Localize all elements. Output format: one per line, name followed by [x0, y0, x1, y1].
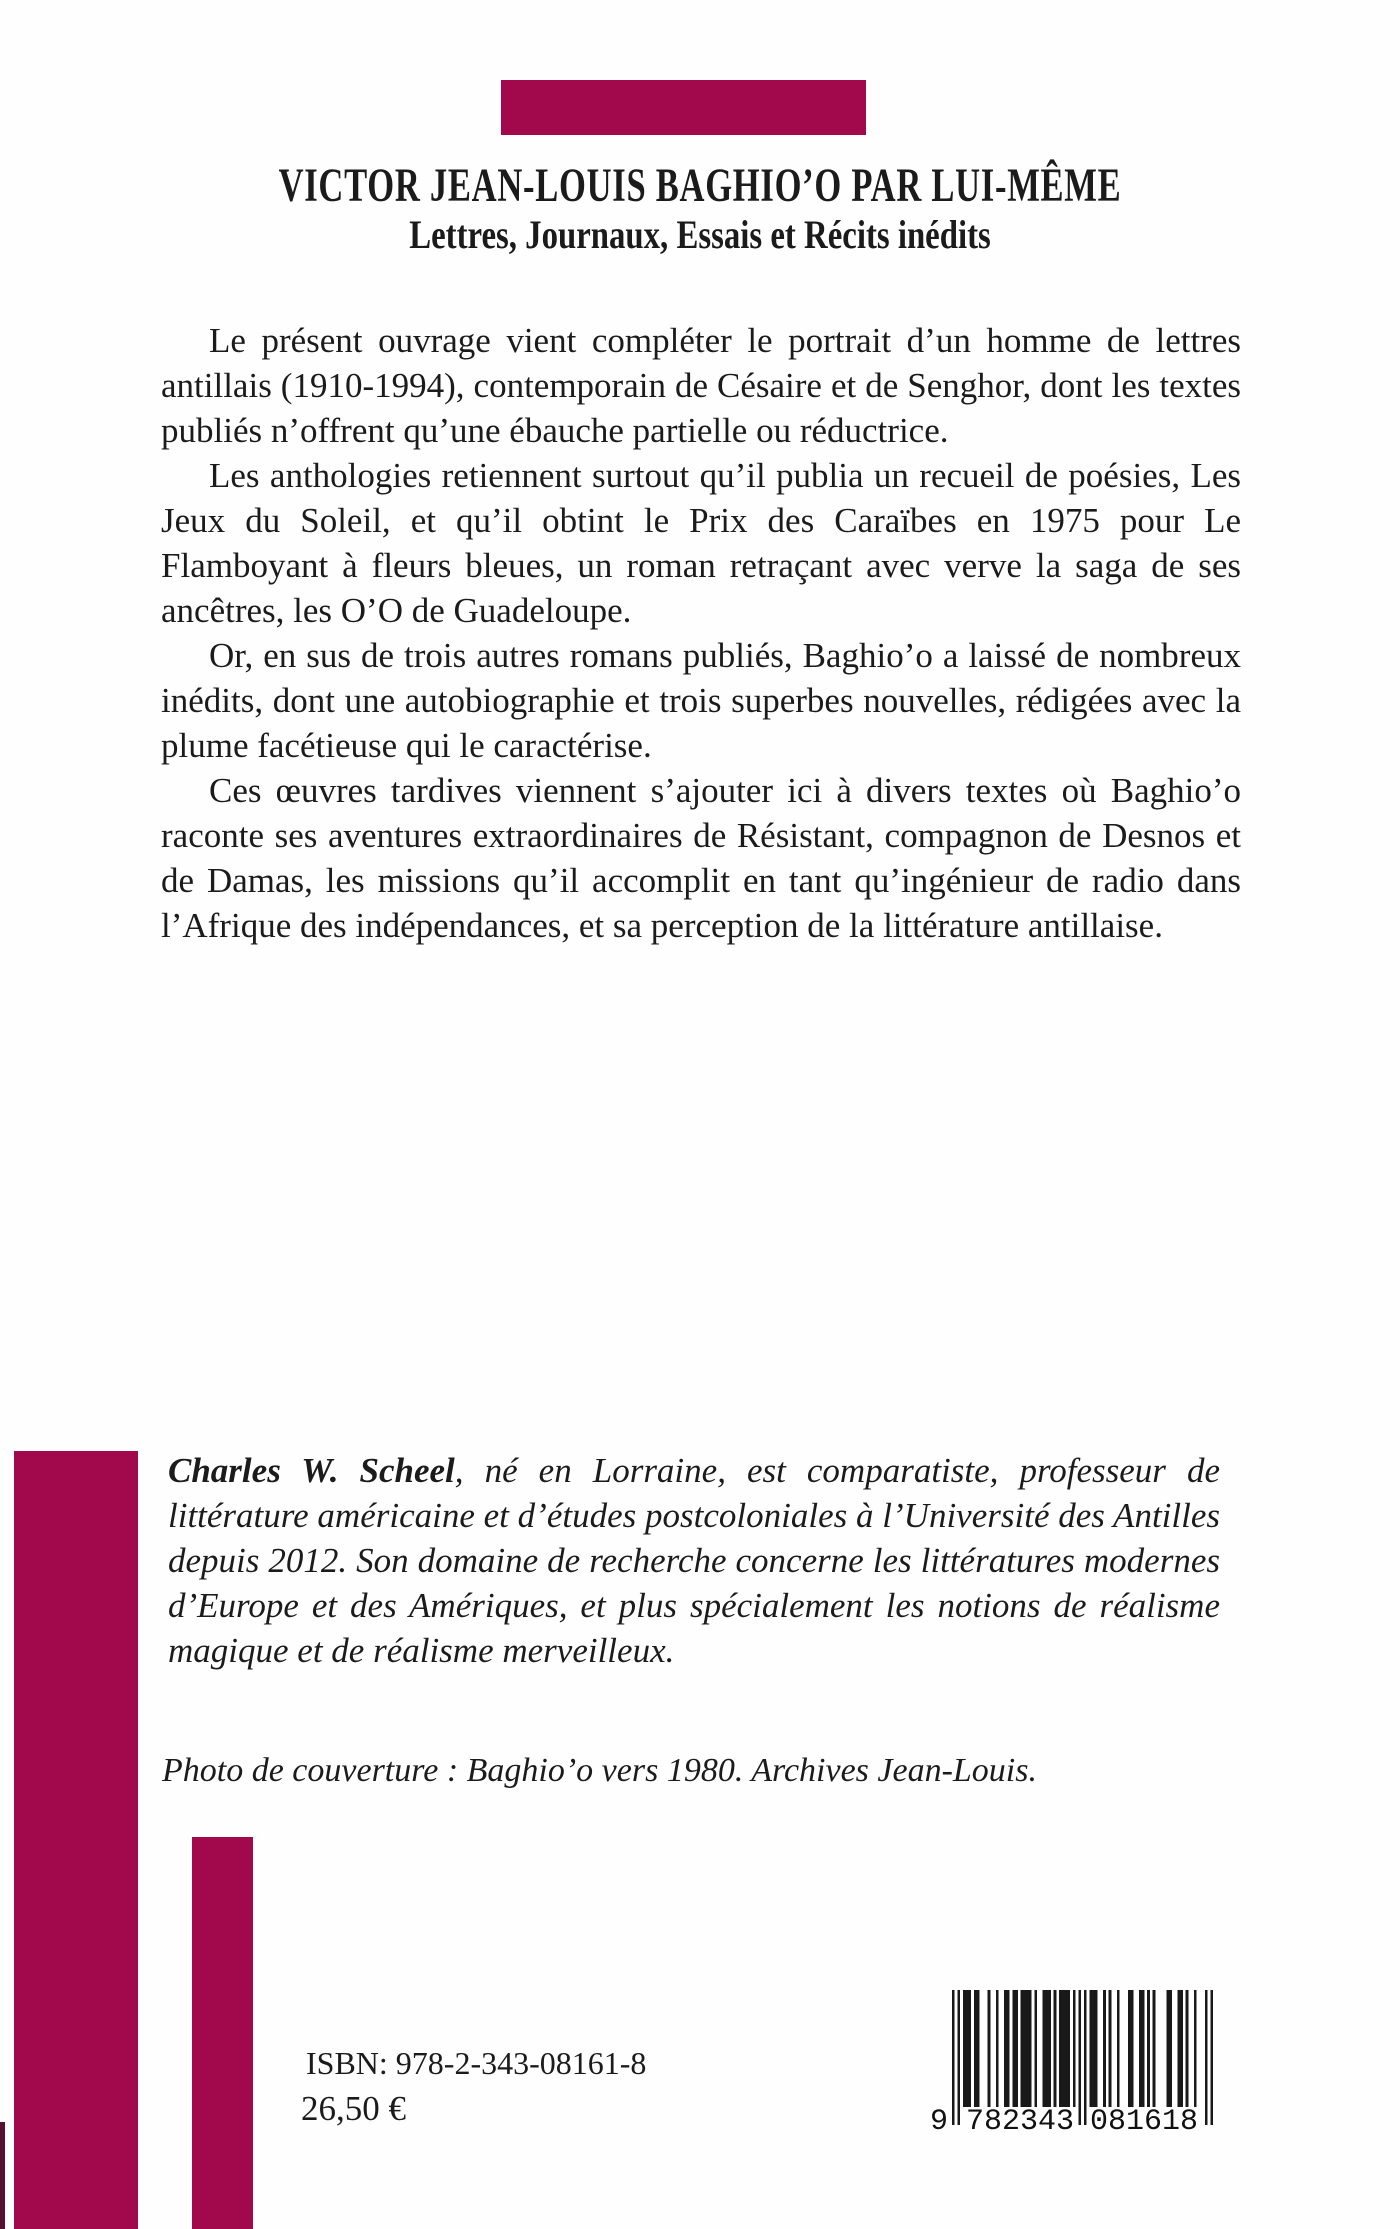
synopsis-paragraph-2: Les anthologies retiennent surtout qu’il publia un recueil de poésies, Les Jeux du Soleil, et qu’il obtint le Prix des Caraïbes en 1975 pour Le Flamboyant à fleurs bleues, un roman retraçant avec verve la saga de ses ancêtres, les O’O de Guadeloupe. — [161, 456, 1241, 630]
author-bio-text: , né en Lorraine, est comparatiste, professeur de littérature américaine et d’études postcoloniales à l’Université des Antilles depuis 2012. Son domaine de recherche concerne les littératures modernes d’Europe et des Amériques, et plus spécialement les notions de réalisme magique et de réalisme merveilleux. — [168, 1451, 1220, 1670]
barcode — [930, 1990, 1215, 2140]
small-accent-bar — [192, 1837, 253, 2229]
author-name: Charles W. Scheel — [168, 1451, 455, 1490]
barcode-digits-right: 081618 — [1090, 2105, 1199, 2139]
left-accent-bar — [14, 1451, 138, 2229]
synopsis-paragraph-1: Le présent ouvrage vient compléter le portrait d’un homme de lettres antillais (1910-1994), contemporain de Césaire et de Senghor, dont les textes publiés n’offrent qu’une ébauche partielle ou réductrice. — [161, 321, 1241, 450]
top-accent-bar — [501, 80, 866, 135]
book-title: VICTOR JEAN-LOUIS BAGHIO’O PAR LUI-MÊME — [278, 159, 1122, 212]
barcode-digits-left: 782343 — [966, 2105, 1075, 2139]
author-bio — [168, 1448, 1220, 1673]
photo-credit: Photo de couverture : Baghio’o vers 1980. Archives Jean-Louis. — [162, 1752, 1037, 1789]
price-label: 26,50 € — [301, 2089, 406, 2128]
synopsis-paragraph-4: Ces œuvres tardives viennent s’ajouter ici à divers textes où Baghio’o raconte ses aventures extraordinaires de Résistant, compagnon de Desnos et de Damas, les missions qu’il accomplit en tant qu’ingénieur de radio dans l’Afrique des indépendances, et sa perception de la littérature antillaise. — [161, 771, 1241, 945]
page-edge-mark — [0, 2122, 5, 2229]
isbn-label: ISBN: 978-2-343-08161-8 — [306, 2045, 647, 2081]
barcode-digit-system: 9 — [930, 2105, 949, 2139]
synopsis-paragraph-3: Or, en sus de trois autres romans publiés, Baghio’o a laissé de nombreux inédits, dont une autobiographie et trois superbes nouvelles, rédigées avec la plume facétieuse qui le caractérise. — [161, 636, 1241, 765]
book-subtitle: Lettres, Journaux, Essais et Récits inédits — [409, 212, 991, 257]
synopsis — [161, 318, 1241, 948]
